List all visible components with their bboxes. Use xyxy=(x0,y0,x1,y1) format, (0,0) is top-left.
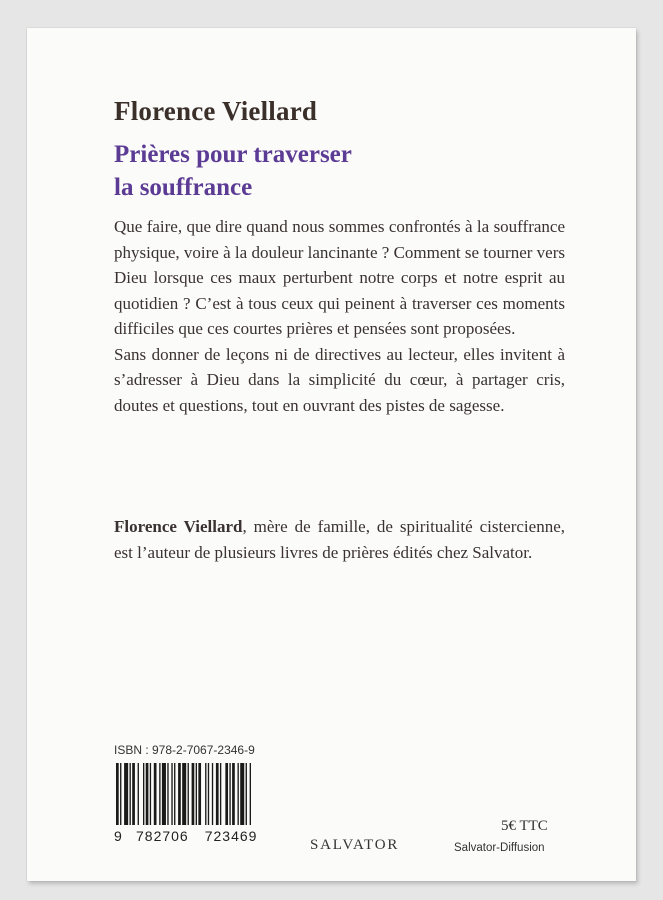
title-line-1: Prières pour traverser xyxy=(114,141,352,168)
blurb-paragraph-1: Que faire, que dire quand nous sommes confrontés à la souffrance physique, voire à la douleur lancinante ? Comment se tourner vers Dieu lorsque ces maux perturbent notre corps et notre esprit au quotidien ? C’est à tous ceux qui peinent à traverser ces moments difficiles que ces courtes prières et pensées sont proposées. xyxy=(114,217,565,338)
barcode-digits xyxy=(114,828,304,844)
publisher-logo: SALVATOR xyxy=(310,837,400,853)
barcode-icon xyxy=(114,763,304,825)
price: 5€ TTC xyxy=(501,818,548,834)
isbn-label: ISBN : 978-2-7067-2346-9 xyxy=(114,743,255,757)
title-line-2: la souffrance xyxy=(114,174,253,201)
author-bio xyxy=(114,514,565,565)
distributor: Salvator-Diffusion xyxy=(454,842,545,854)
bio-author-name: Florence Viellard xyxy=(114,517,243,536)
book-title xyxy=(114,138,352,204)
blurb xyxy=(114,214,565,418)
bio-text: , mère de famille, de spiritualité cistercienne, est l’auteur de plusieurs livres de prières édités chez Salvator. xyxy=(114,517,565,562)
barcode-digit-prefix: 9 xyxy=(114,828,123,844)
barcode-digits-right: 723469 xyxy=(204,828,258,844)
barcode-digits-left: 782706 xyxy=(136,828,189,844)
book-back-cover xyxy=(27,28,636,881)
blurb-paragraph-2: Sans donner de leçons ni de directives au lecteur, elles invitent à s’adresser à Dieu dans la simplicité du cœur, à partager cris, doutes et questions, tout en ouvrant des pistes de sagesse. xyxy=(114,344,565,415)
author-name: Florence Viellard xyxy=(114,96,318,126)
